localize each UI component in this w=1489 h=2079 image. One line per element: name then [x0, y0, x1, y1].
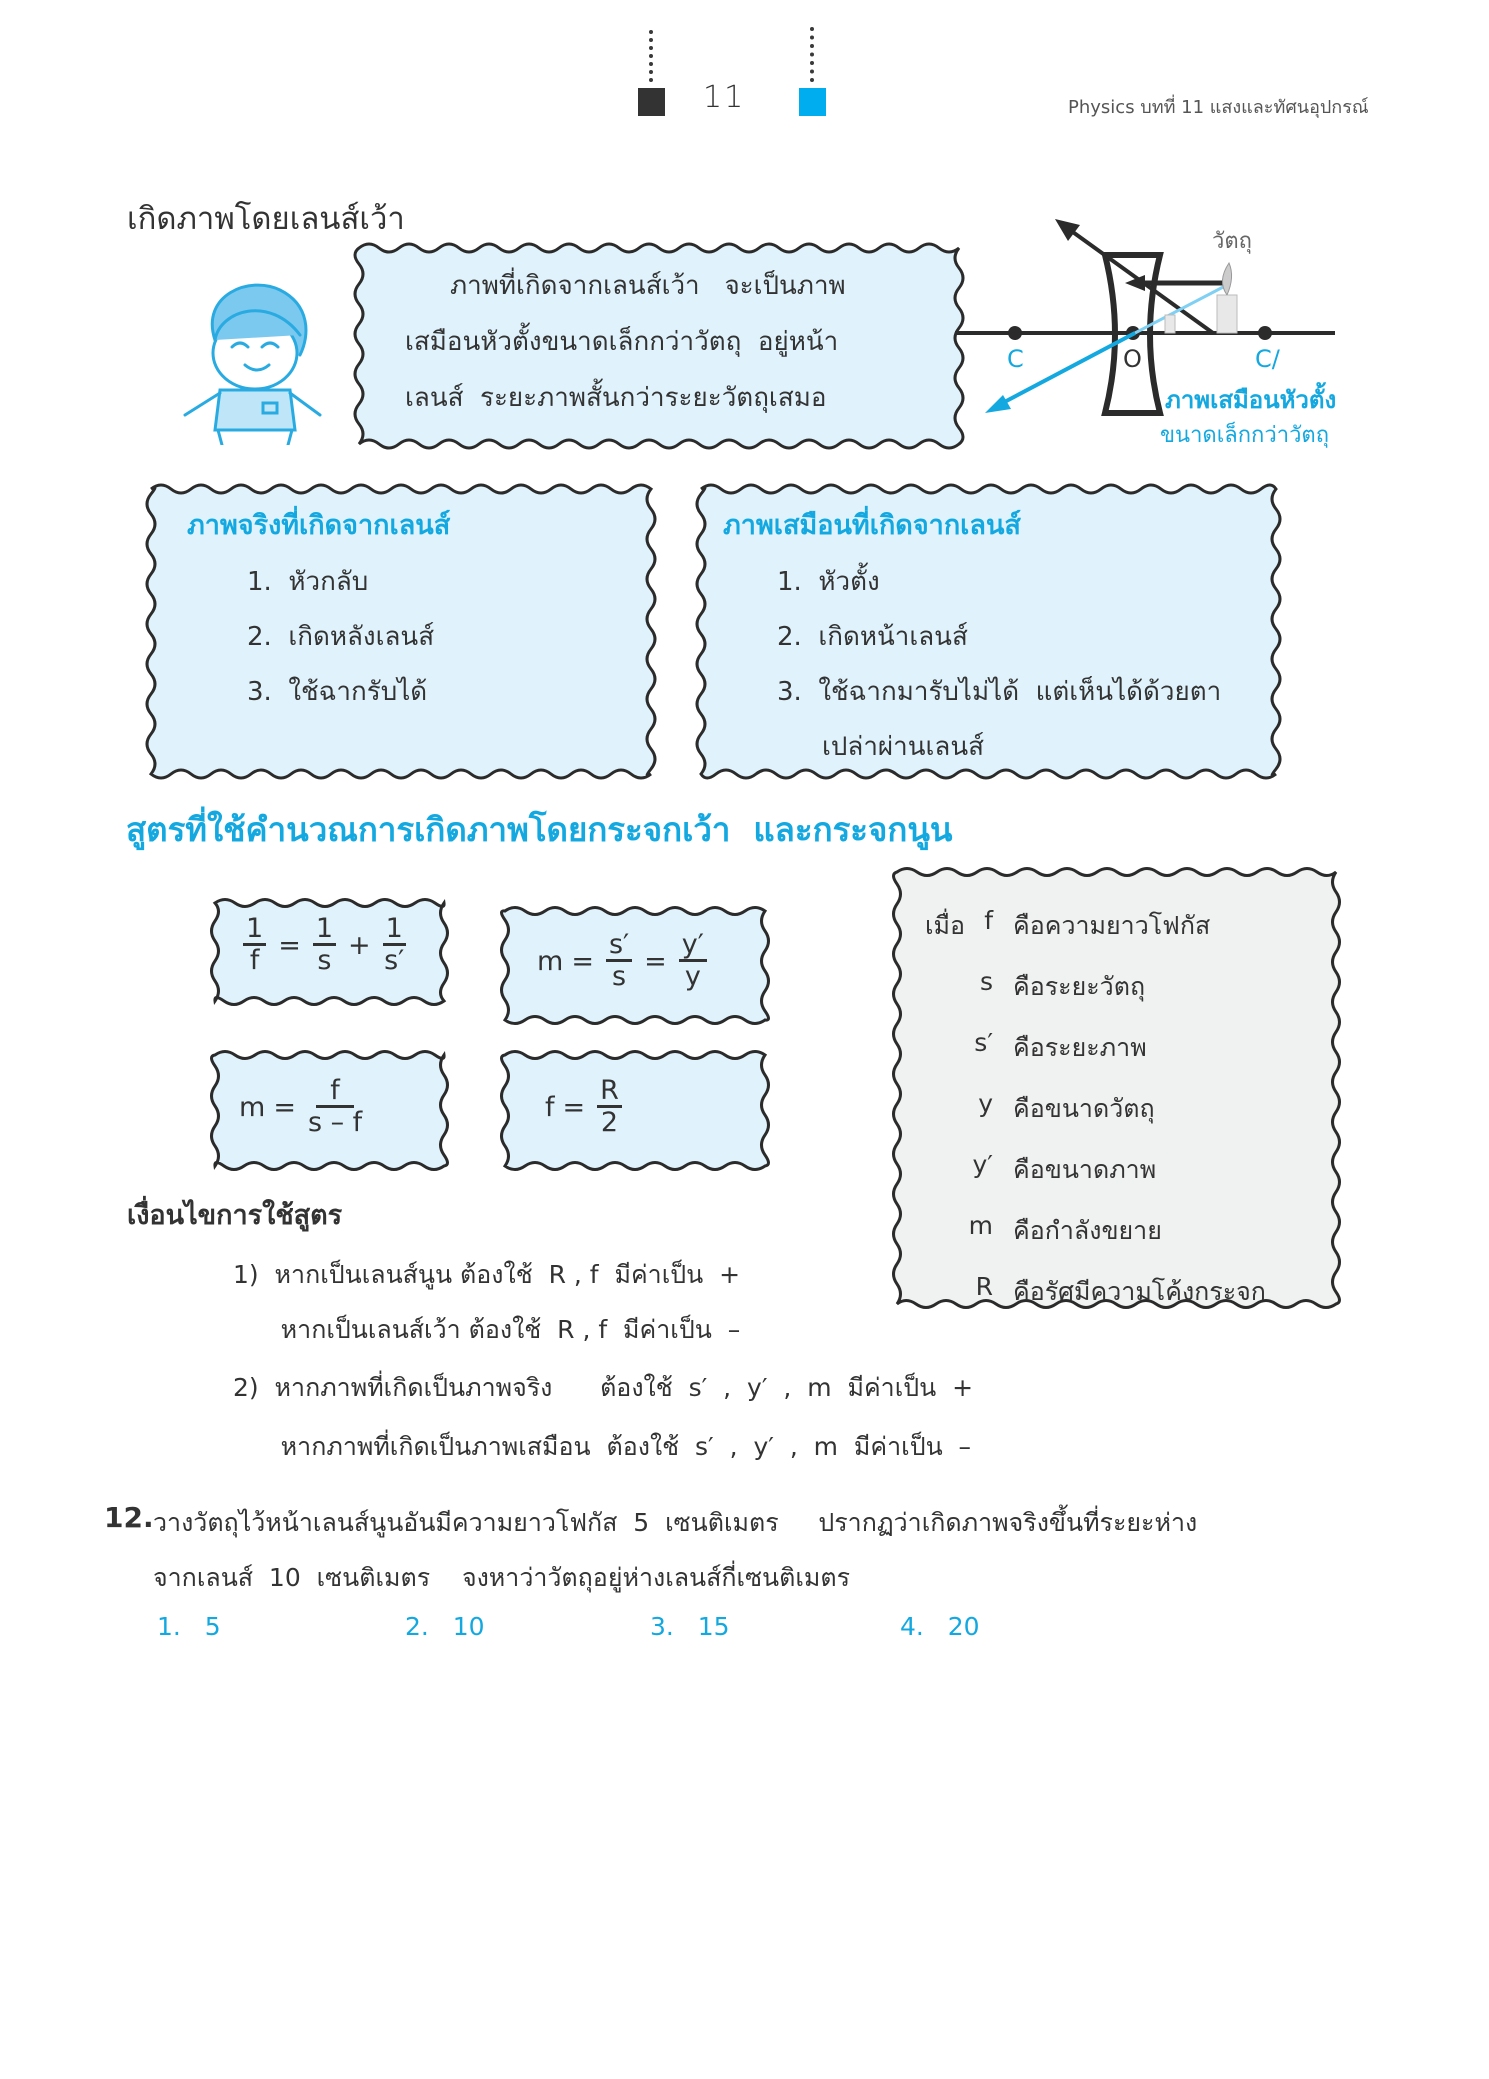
definition-description: คือกำลังขยาย: [1013, 1216, 1162, 1245]
definition-description: คือขนาดวัตถุ: [1013, 1094, 1155, 1123]
conditions-title: เงื่อนไขการใช้สูตร: [127, 1200, 343, 1231]
concave-description-line-2: เสมือนหัวตั้งขนาดเล็กกว่าวัตถุ อยู่หน้า: [405, 327, 839, 357]
virtual-image-item-1: 1. หัวตั้ง: [777, 567, 880, 597]
page-number: 11: [703, 80, 746, 115]
answer-choice-3[interactable]: 3. 15: [650, 1612, 730, 1641]
object-label: วัตถุ: [1212, 229, 1252, 254]
condition-line-2: หากเป็นเลนส์เว้า ต้องใช้ R , f มีค่าเป็น –: [233, 1315, 741, 1344]
formula-magnification: [537, 931, 711, 992]
answer-choice-2[interactable]: 2. 10: [405, 1612, 485, 1641]
concave-description-line-3: เลนส์ ระยะภาพสั้นกว่าระยะวัตถุเสมอ: [405, 383, 827, 413]
real-image-box: [147, 483, 652, 780]
header-accent-square: [799, 88, 826, 116]
point-c-right-label: C/: [1255, 345, 1280, 373]
formula1-term1-numerator: 1: [313, 915, 336, 946]
definitions-lead: เมื่อ: [925, 911, 966, 940]
formula4-lhs: f: [545, 1092, 555, 1123]
real-image-item-2: 2. เกิดหลังเลนส์: [247, 622, 435, 652]
concave-description-box: [355, 242, 960, 450]
formula1-plus: +: [348, 930, 371, 961]
header-dark-square: [638, 88, 665, 116]
question-number: 12.: [104, 1501, 154, 1534]
formula3-numerator: f: [316, 1077, 354, 1108]
definition-symbol: m: [968, 1211, 993, 1240]
section-title-concave-lens: เกิดภาพโดยเลนส์เว้า: [127, 201, 405, 237]
formula1-equals: =: [278, 930, 301, 961]
condition-line-3: 2) หากภาพที่เกิดเป็นภาพจริง ต้องใช้ s′ , y′ , m มีค่าเป็น +: [233, 1373, 974, 1402]
formula-box-lens-equation: [211, 897, 448, 1007]
formulas-section-title: สูตรที่ใช้คำนวณการเกิดภาพโดยกระจกเว้า และกระจกนูน: [126, 810, 953, 849]
formula2-equals-2: =: [644, 946, 667, 977]
formula-box-magnification: [501, 905, 769, 1026]
definition-description: คือขนาดภาพ: [1013, 1155, 1157, 1184]
question-line-2: จากเลนส์ 10 เซนติเมตร จงหาว่าวัตถุอยู่ห่างเลนส์กี่เซนติเมตร: [153, 1563, 851, 1592]
definition-description: คือความยาวโฟกัส: [1013, 911, 1211, 940]
formula-box-focal-radius: [501, 1049, 769, 1172]
formula-box-magnification-focal: [211, 1049, 448, 1172]
answer-choice-1[interactable]: 1. 5: [157, 1612, 221, 1641]
formula2-frac2-numerator: y′: [679, 931, 707, 962]
concave-description-line-1: ภาพที่เกิดจากเลนส์เว้า จะเป็นภาพ: [450, 271, 846, 301]
formula3-lhs: m: [239, 1092, 266, 1123]
running-head: Physics บทที่ 11 แสงและทัศนอุปกรณ์: [1068, 97, 1369, 118]
virtual-image-item-3-continuation: เปล่าผ่านเลนส์: [822, 732, 984, 762]
definitions-box: [893, 866, 1360, 1330]
formula-focal-radius: [545, 1077, 626, 1138]
formula-lens-equation: [239, 915, 410, 976]
definition-symbol: s′: [974, 1028, 993, 1057]
formula3-denominator: s – f: [307, 1107, 363, 1138]
concave-lens-ray-diagram: [955, 195, 1375, 460]
formula4-numerator: R: [597, 1077, 622, 1108]
formula3-equals: =: [273, 1092, 296, 1123]
definition-symbol: R: [975, 1272, 993, 1301]
definition-description: คือรัศมีความโค้งกระจก: [1013, 1277, 1266, 1306]
definition-symbol: y′: [972, 1150, 993, 1179]
formula2-lhs: m: [537, 946, 564, 977]
formula-magnification-focal: [239, 1077, 366, 1138]
condition-line-1: 1) หากเป็นเลนส์นูน ต้องใช้ R , f มีค่าเป็น +: [233, 1260, 741, 1289]
boy-illustration: [160, 265, 340, 445]
real-image-heading: ภาพจริงที่เกิดจากเลนส์: [187, 510, 451, 541]
real-image-item-1: 1. หัวกลับ: [247, 567, 369, 597]
formula1-term1-denominator: s: [317, 945, 332, 976]
formula4-equals: =: [562, 1092, 586, 1123]
definition-description: คือระยะวัตถุ: [1013, 972, 1146, 1001]
virtual-image-item-2: 2. เกิดหน้าเลนส์: [777, 622, 968, 652]
definition-symbol: y: [978, 1089, 993, 1118]
header-dotted-line-left: [649, 30, 657, 82]
question-line-1: วางวัตถุไว้หน้าเลนส์นูนอันมีความยาวโฟกัส 5 เซนติเมตร ปรากฏว่าเกิดภาพจริงขึ้นที่ระยะห่าง: [153, 1508, 1198, 1537]
header-dotted-line-right: [810, 27, 818, 82]
formula2-equals: =: [571, 946, 594, 977]
virtual-image-item-3: 3. ใช้ฉากมารับไม่ได้ แต่เห็นได้ด้วยตา: [777, 677, 1222, 707]
formula1-term2-numerator: 1: [383, 915, 406, 946]
point-c-left-label: C: [1007, 345, 1024, 373]
formula2-frac1-denominator: s: [612, 961, 627, 992]
definition-symbol: s: [979, 967, 993, 996]
point-o-label: O: [1123, 345, 1142, 373]
formula1-term2-denominator: s′: [384, 945, 405, 976]
formula1-lhs-denominator: f: [249, 945, 260, 976]
answer-choice-4[interactable]: 4. 20: [900, 1612, 980, 1641]
formula2-frac2-denominator: y: [684, 961, 701, 992]
formula4-denominator: 2: [600, 1107, 619, 1138]
real-image-item-3: 3. ใช้ฉากรับได้: [247, 677, 428, 707]
definition-symbol: f: [984, 906, 993, 935]
formula2-frac1-numerator: s′: [606, 931, 632, 962]
formula1-lhs-numerator: 1: [243, 915, 266, 946]
condition-line-4: หากภาพที่เกิดเป็นภาพเสมือน ต้องใช้ s′ , y′ , m มีค่าเป็น –: [233, 1432, 972, 1461]
virtual-image-box: [697, 483, 1277, 780]
definition-description: คือระยะภาพ: [1013, 1033, 1147, 1062]
diagram-caption-sub: ขนาดเล็กกว่าวัตถุ: [1160, 423, 1330, 448]
virtual-image-heading: ภาพเสมือนที่เกิดจากเลนส์: [723, 510, 1021, 541]
diagram-caption-bold: ภาพเสมือนหัวตั้ง: [1165, 386, 1337, 414]
